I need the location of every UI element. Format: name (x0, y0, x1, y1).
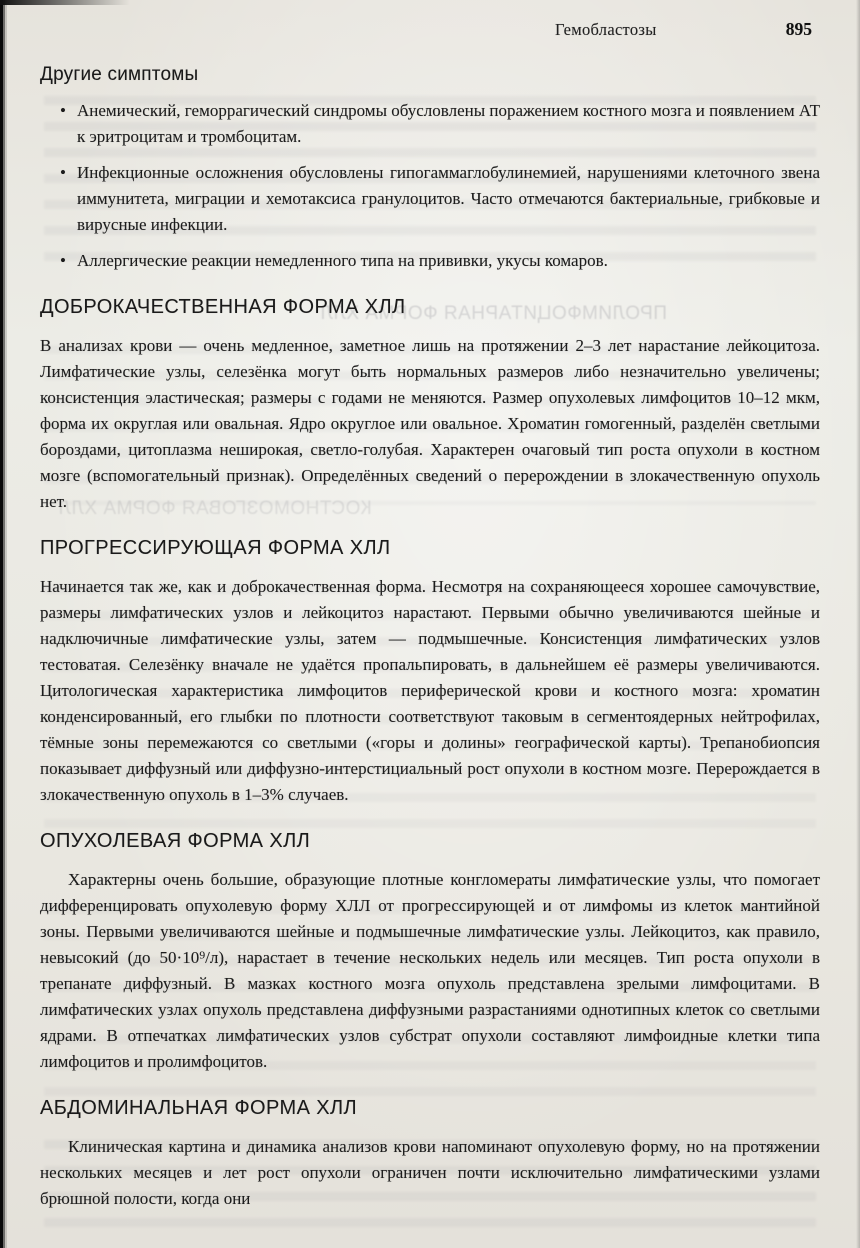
section-benign-form (40, 296, 820, 515)
subsection-heading: Другие симптомы (40, 64, 199, 85)
section-progressive-form (40, 537, 820, 808)
bullet-list (40, 98, 820, 274)
page-header (40, 20, 820, 46)
bullet-item (40, 98, 820, 150)
bullet-text: Инфекционные осложнения обусловлены гипогаммаглобулинемией, нарушениями клеточного звена иммунитета, миграции и хемотаксиса гранулоцитов. Часто отмечаются бактериальные, грибковые и вирусные инфекции. (77, 163, 820, 234)
bullet-text: Аллергические реакции немедленного типа на прививки, укусы комаров. (77, 251, 608, 270)
section-paragraph: Клиническая картина и динамика анализов крови напоминают опухолевую форму, но на протяжении нескольких месяцев и лет рост опухоли ограничен почти исключительно лимфатическими узлами брюшной полости, когда они (40, 1137, 820, 1208)
page-number: 895 (785, 19, 812, 39)
section-other-symptoms (40, 64, 820, 274)
section-heading: ОПУХОЛЕВАЯ ФОРМА ХЛЛ (40, 830, 311, 852)
section-paragraph: В анализах крови — очень медленное, заметное лишь на протяжении 2–3 лет нарастание лейкоцитоза. Лимфатические узлы, селезёнка могут быть нормальных размеров либо незначительно увеличены; консистенция эластическая; размеры с годами не меняются. Размер опухолевых лимфоцитов 10–12 мкм, форма их округлая или овальная. Ядро округлое или овальное. Хроматин гомогенный, разделён светлыми бороздами, цитоплазма неширокая, светло-голубая. Характерен очаговый тип роста опухоли в костном мозге (вспомогательный признак). Определённых сведений о перерождении в злокачественную опухоль нет. (40, 336, 820, 511)
bleed-through-ghost-heading: КОСТНОМОЗГОВАЯ ФОРМА ХЛЛ (58, 498, 372, 519)
section-paragraph: Начинается так же, как и доброкачественная форма. Несмотря на сохраняющееся хорошее самочувствие, размеры лимфатических узлов и лейкоцитоз нарастают. Первыми обычно увеличиваются шейные и надключичные лимфатические узлы, затем — подмышечные. Консистенция лимфатических узлов тестоватая. Селезёнку вначале не удаётся пропальпировать, в дальнейшем её размеры увеличиваются. Цитологическая характеристика лимфоцитов периферической крови и костного мозга: хроматин конденсированный, его глыбки по плотности соответствуют таковым в сегментоядерных нейтрофилах, тёмные зоны перемежаются со светлыми («горы и долины» географической карты). Трепанобиопсия показывает диффузный или диффузно-интерстициальный рост опухоли в костном мозге. Перерождается в злокачественную опухоль в 1–3% случаев. (40, 577, 820, 804)
section-heading: ДОБРОКАЧЕСТВЕННАЯ ФОРМА ХЛЛ (40, 296, 406, 318)
section-heading: ПРОГРЕССИРУЮЩАЯ ФОРМА ХЛЛ (40, 537, 391, 559)
bullet-text: Анемический, геморрагический синдромы обусловлены поражением костного мозга и появлением АТ к эритроцитам и тромбоцитам. (77, 101, 820, 146)
section-paragraph: Характерны очень большие, образующие плотные конгломераты лимфатические узлы, что помогает дифференцировать опухолевую форму ХЛЛ от прогрессирующей и от лимфомы из клеток мантийной зоны. Первыми увеличиваются шейные и подмышечные лимфатические узлы. Лейкоцитоз, как правило, невысокий (до 50·10⁹/л), нарастает в течение нескольких недель или месяцев. Тип роста опухоли в трепанате диффузный. В мазках костного мозга опухоль представлена зрелыми лимфоцитами. В лимфатических узлах опухоль представлена диффузными разрастаниями однотипных клеток со светлыми ядрами. В отпечатках лимфатических узлов субстрат опухоли составляют лимфоидные клетки типа лимфоцитов и пролимфоцитов. (40, 870, 820, 1071)
bullet-item (40, 248, 820, 274)
bullet-item (40, 160, 820, 238)
section-tumor-form (40, 830, 820, 1075)
section-abdominal-form (40, 1097, 820, 1212)
bleed-through-ghost-heading: ПРОЛИМФОЦИТАРНАЯ ФОРМА ХЛЛ (320, 303, 667, 324)
running-title: Гемобластозы (555, 20, 657, 39)
section-heading: АБДОМИНАЛЬНАЯ ФОРМА ХЛЛ (40, 1097, 358, 1119)
